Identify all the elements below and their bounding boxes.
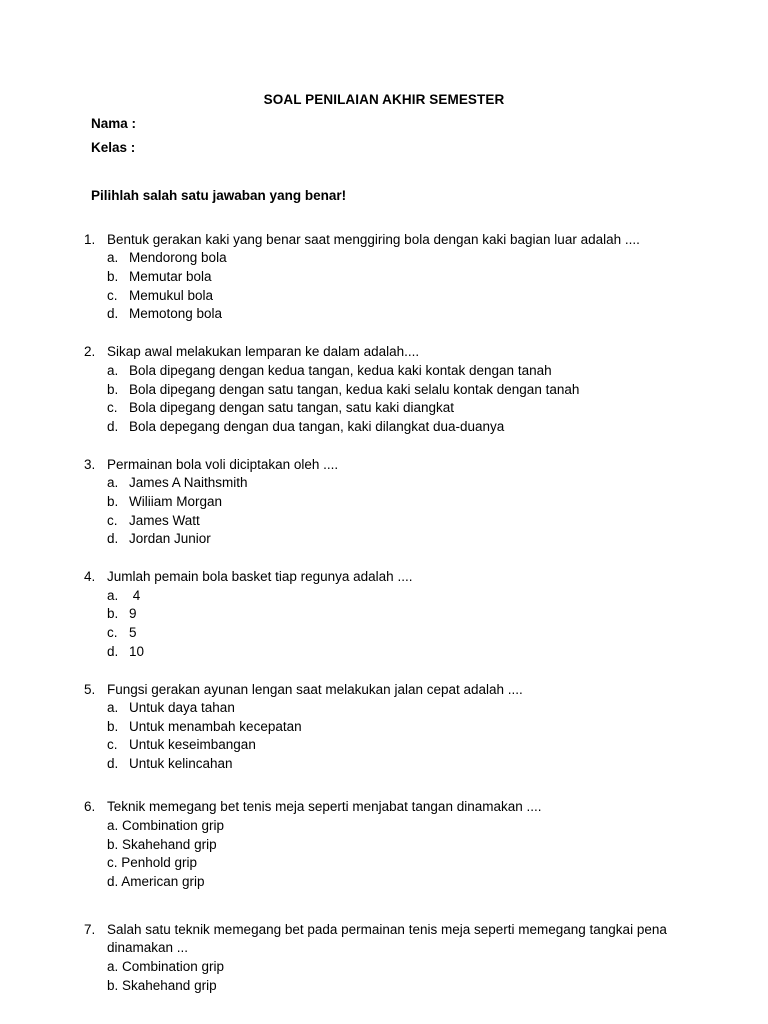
option-letter: b. [107, 719, 119, 734]
question-text: Permainan bola voli diciptakan oleh .... [107, 457, 339, 472]
option-text: a. Combination grip [107, 818, 225, 833]
option-letter: a. [107, 588, 119, 603]
option-letter: a. [107, 475, 119, 490]
question-text: Salah satu teknik memegang bet pada permainan tenis meja seperti memegang tangkai pena [107, 922, 667, 937]
option-letter: c. [107, 400, 118, 415]
option-letter: b. [107, 494, 119, 509]
question-number: 7. [84, 922, 96, 937]
option-text: James Watt [129, 513, 200, 528]
option-text: Bola dipegang dengan satu tangan, kedua kaki selalu kontak dengan tanah [129, 382, 580, 397]
question-number: 2. [84, 344, 96, 359]
option-letter: a. [107, 700, 119, 715]
instruction-text: Pilihlah salah satu jawaban yang benar! [91, 188, 347, 203]
option-text: b. Skahehand grip [107, 978, 217, 993]
question-number: 3. [84, 457, 96, 472]
option-text: Memukul bola [129, 288, 214, 303]
option-letter: d. [107, 419, 119, 434]
option-text: Untuk keseimbangan [129, 737, 256, 752]
option-letter: d. [107, 306, 119, 321]
option-text: 5 [129, 625, 137, 640]
name-field-label: Nama : [91, 116, 137, 131]
option-text: Untuk menambah kecepatan [129, 719, 302, 734]
option-text: Memotong bola [129, 306, 223, 321]
question-number: 6. [84, 799, 96, 814]
option-text: c. Penhold grip [107, 855, 198, 870]
question-text-continued: dinamakan ... [107, 940, 189, 955]
option-letter: d. [107, 531, 119, 546]
question-number: 5. [84, 682, 96, 697]
option-text: Mendorong bola [129, 250, 227, 265]
question-number: 4. [84, 569, 96, 584]
option-text: a. Combination grip [107, 959, 225, 974]
option-letter: a. [107, 363, 119, 378]
option-letter: b. [107, 269, 119, 284]
option-text: b. Skahehand grip [107, 837, 217, 852]
option-text: Wiliiam Morgan [129, 494, 223, 509]
option-text: Bola dipegang dengan kedua tangan, kedua kaki kontak dengan tanah [129, 363, 552, 378]
option-text: Jordan Junior [129, 531, 211, 546]
question-text: Bentuk gerakan kaki yang benar saat menggiring bola dengan kaki bagian luar adalah .... [107, 232, 640, 247]
option-text: Bola depegang dengan dua tangan, kaki dilangkat dua-duanya [129, 419, 505, 434]
option-letter: d. [107, 644, 119, 659]
option-letter: d. [107, 756, 119, 771]
question-text: Jumlah pemain bola basket tiap regunya adalah .... [107, 569, 413, 584]
question-text: Sikap awal melakukan lemparan ke dalam adalah.... [107, 344, 420, 359]
option-letter: c. [107, 288, 118, 303]
option-letter: c. [107, 625, 118, 640]
option-text: 9 [129, 606, 137, 621]
page-title: SOAL PENILAIAN AKHIR SEMESTER [263, 92, 505, 107]
option-letter: a. [107, 250, 119, 265]
question-text: Fungsi gerakan ayunan lengan saat melakukan jalan cepat adalah .... [107, 682, 523, 697]
option-letter: c. [107, 737, 118, 752]
option-letter: c. [107, 513, 118, 528]
question-number: 1. [84, 232, 96, 247]
option-text: Memutar bola [129, 269, 212, 284]
option-letter: b. [107, 382, 119, 397]
option-text: Untuk kelincahan [129, 756, 233, 771]
option-text: Bola dipegang dengan satu tangan, satu kaki diangkat [129, 400, 455, 415]
option-letter: b. [107, 606, 119, 621]
option-text: James A Naithsmith [129, 475, 248, 490]
option-text: 4 [129, 588, 141, 603]
class-field-label: Kelas : [91, 140, 136, 155]
question-text: Teknik memegang bet tenis meja seperti menjabat tangan dinamakan .... [107, 799, 542, 814]
option-text: 10 [129, 644, 145, 659]
option-text: Untuk daya tahan [129, 700, 235, 715]
option-text: d. American grip [107, 874, 205, 889]
